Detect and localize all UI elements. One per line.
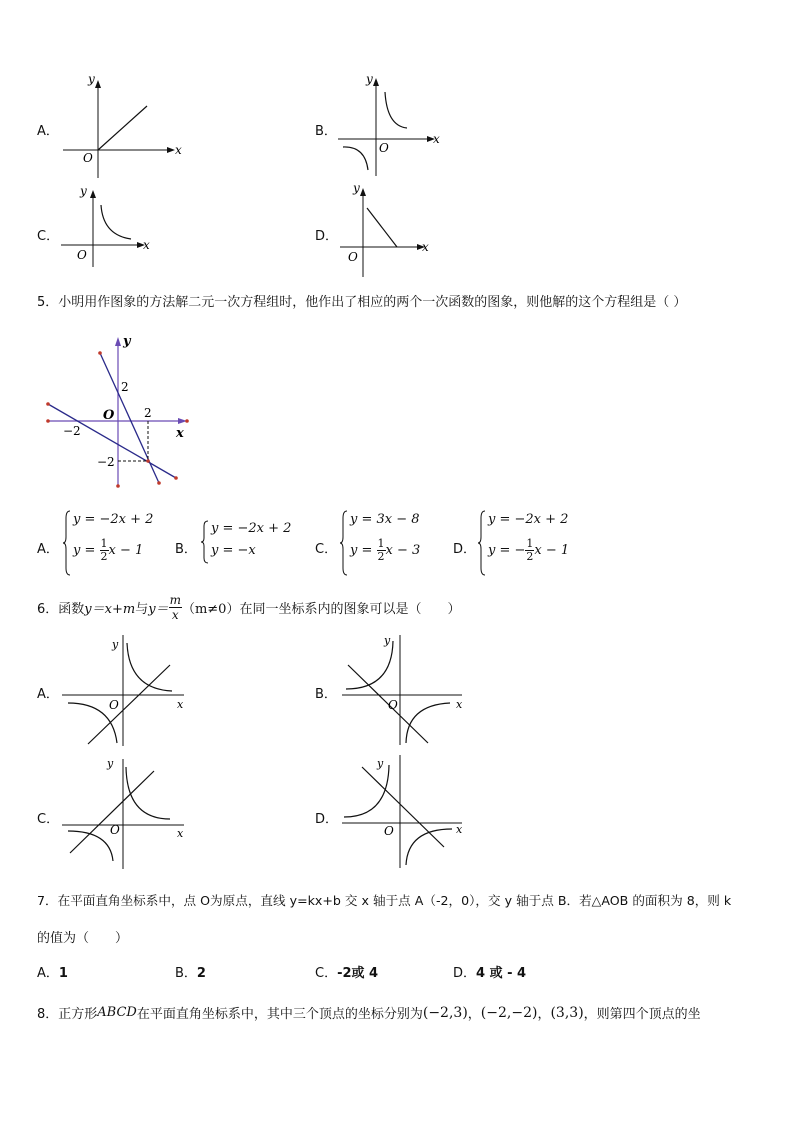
q6-graph-d — [340, 753, 470, 873]
q8-question-text: 8．正方形 ABCD 在平面直角坐标系中，其中三个顶点的坐标分别为 (−2,3) ， (−2,−2) ， (3,3) ，则第四个顶点的坐 — [37, 1004, 701, 1022]
q7-question-line1: 7．在平面直角坐标系中，点 O为原点，直线 y=kx+b 交 x 轴于点 A（-2，0），交 y 轴于点 B．若△AOB 的面积为 8，则 k — [37, 893, 732, 908]
svg-text:x: x — [143, 238, 150, 252]
svg-text:O: O — [110, 823, 120, 837]
q5-option-d-label: D． — [453, 542, 477, 557]
q4-graph-c — [55, 183, 155, 268]
svg-text:y: y — [353, 181, 360, 195]
q5-tick-x2: 2 — [144, 406, 152, 420]
svg-text:O: O — [379, 141, 389, 155]
q4-option-a-label: A． — [37, 124, 59, 139]
q7-option-a: A．1 — [37, 966, 68, 981]
q5-option-a-label: A． — [37, 542, 59, 557]
q6-question-text: 6．函数 y＝x+m 与 y＝ $\frac{m}{x}$ （m≠0） 在同一坐标系内的图象可以是（ ） — [37, 592, 461, 622]
q4-option-c-label: C． — [37, 229, 60, 244]
axis-y-label: y — [88, 72, 95, 86]
q5-option-c-system: y = 3x − 8 y = $\frac{1}{2}$ x − 3 — [340, 510, 440, 576]
svg-text:y: y — [384, 634, 391, 647]
q5-origin-label: O — [103, 408, 115, 423]
svg-text:y: y — [366, 72, 373, 86]
svg-text:x: x — [177, 698, 184, 711]
q4-graph-a — [55, 70, 185, 185]
svg-text:O: O — [388, 698, 398, 712]
svg-text:x: x — [177, 827, 184, 840]
svg-text:x: x — [433, 132, 440, 146]
q5-option-b-system: y = −2x + 2 y = −x — [201, 520, 301, 564]
q7-question-line2: 的值为（ ） — [37, 931, 129, 946]
svg-text:O: O — [348, 250, 358, 264]
q6-graph-a — [60, 633, 195, 748]
q4-graph-b — [335, 70, 445, 180]
q5-graph — [45, 333, 195, 493]
q7-option-b: B．2 — [175, 966, 206, 981]
q5-x-label: x — [176, 426, 184, 441]
q6-graph-c — [60, 757, 195, 872]
q6-option-a-label: A． — [37, 687, 59, 702]
svg-text:x: x — [456, 698, 463, 711]
q4-option-b-label: B． — [315, 124, 337, 139]
q6-option-b-label: B． — [315, 687, 337, 702]
q7-option-d: D．4 或 - 4 — [453, 966, 527, 981]
q5-tick-ym2: −2 — [97, 455, 115, 469]
q5-option-b-label: B． — [175, 542, 197, 557]
q6-option-c-label: C． — [37, 812, 60, 827]
q6-option-d-label: D． — [315, 812, 339, 827]
svg-text:O: O — [109, 698, 119, 712]
svg-text:O: O — [384, 824, 394, 838]
axis-x-label: x — [175, 143, 182, 157]
q4-option-d-label: D． — [315, 229, 339, 244]
q6-graph-b — [340, 633, 470, 748]
q5-tick-y2: 2 — [121, 380, 129, 394]
q5-option-a-system: y = −2x + 2 y = $\frac{1}{2}$ x − 1 — [63, 510, 163, 576]
svg-text:y: y — [107, 757, 114, 770]
svg-text:x: x — [456, 823, 463, 836]
svg-text:y: y — [112, 638, 119, 651]
svg-text:x: x — [422, 240, 429, 254]
q7-option-c: C．-2或 4 — [315, 966, 379, 981]
svg-text:y: y — [377, 757, 384, 770]
svg-text:O: O — [77, 248, 87, 262]
q5-question-text: 5．小明用作图象的方法解二元一次方程组时，他作出了相应的两个一次函数的图象，则他解的这个方程组是（ ） — [37, 295, 687, 310]
q4-graph-d — [335, 180, 435, 280]
q5-tick-xm2: −2 — [63, 424, 81, 438]
q5-y-label: y — [123, 334, 131, 349]
q5-option-c-label: C． — [315, 542, 338, 557]
svg-text:y: y — [80, 184, 87, 198]
origin-label: O — [83, 151, 93, 165]
q5-option-d-system: y = −2x + 2 y = − $\frac{1}{2}$ x − 1 — [478, 510, 588, 576]
